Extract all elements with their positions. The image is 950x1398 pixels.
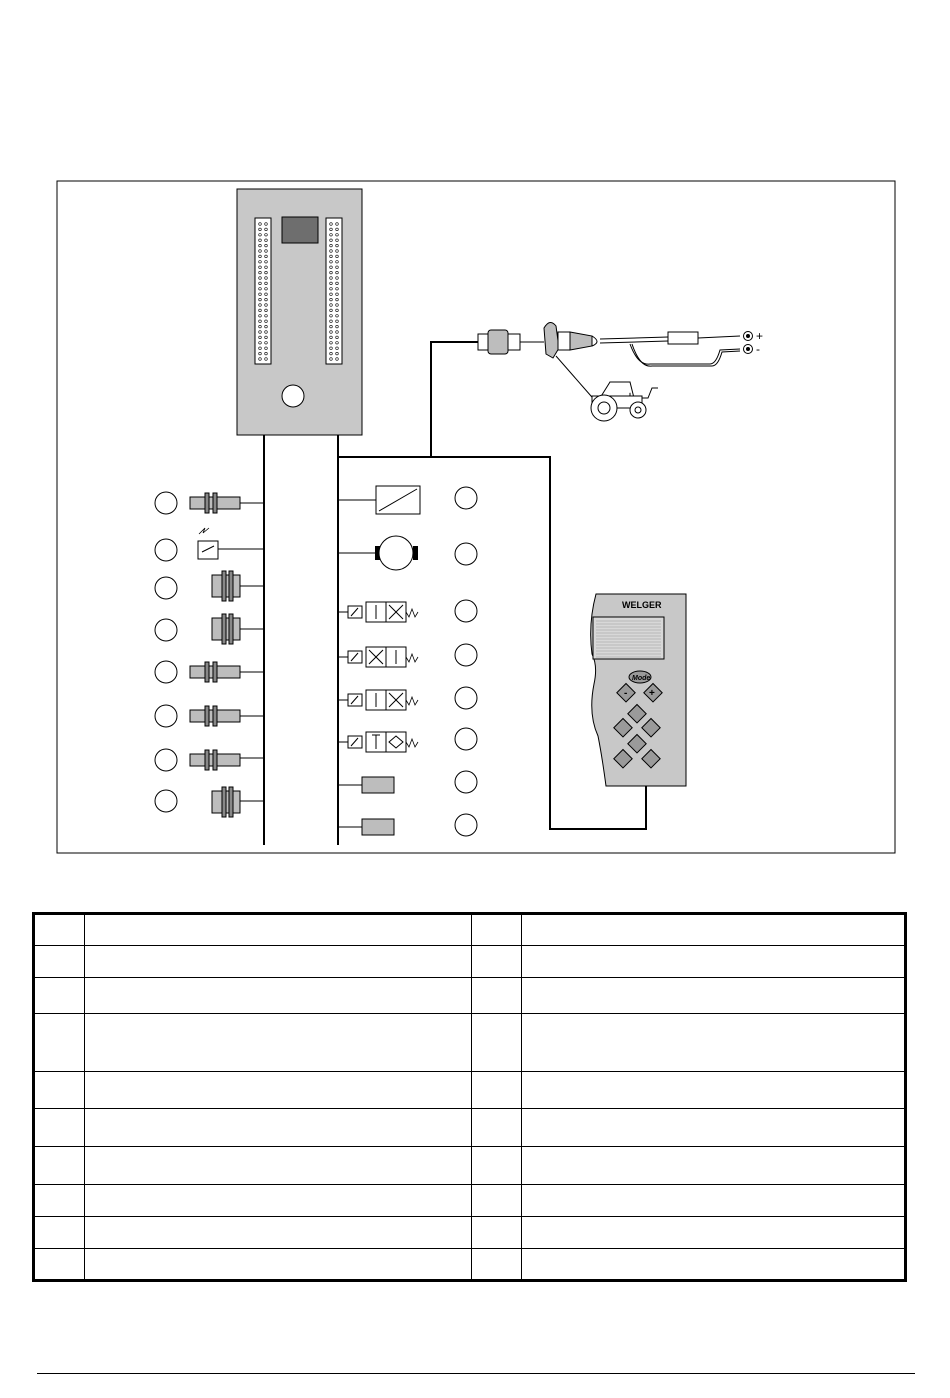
ref-circle-left-3: [155, 577, 177, 599]
control-unit: [237, 189, 362, 435]
page-footer-rule: [37, 1373, 915, 1374]
legend-right-number: [472, 1109, 522, 1147]
legend-left-number: [34, 1147, 85, 1185]
right-actuator-column: [338, 486, 477, 836]
legend-left-description: [85, 978, 472, 1014]
legend-right-description: [522, 1147, 906, 1185]
handset-terminal: [591, 594, 686, 786]
ref-circle-left-2: [155, 539, 177, 561]
ref-circle-right-1: [455, 487, 477, 509]
legend-left-number: [34, 1072, 85, 1109]
sensor-large-4: [212, 614, 264, 644]
ref-circle-right-2: [455, 543, 477, 565]
ref-circle-left-1: [155, 492, 177, 514]
legend-right-number: [472, 946, 522, 978]
legend-left-description: [85, 1217, 472, 1249]
power-plus-label: +: [756, 329, 764, 343]
actuator-7: [338, 777, 394, 793]
valve-6: [338, 732, 418, 752]
motor: [338, 536, 418, 570]
ref-circle-left-7: [155, 749, 177, 771]
legend-left-description: [85, 1185, 472, 1217]
legend-left-number: [34, 1014, 85, 1072]
connector-left: [255, 218, 271, 364]
ref-circle-right-7: [455, 771, 477, 793]
legend-left-description: [85, 1147, 472, 1185]
battery-terminal-plus: [744, 329, 764, 343]
minus-button-label: -: [624, 688, 628, 699]
control-unit-display: [282, 217, 318, 243]
ref-circle-right-6: [455, 728, 477, 750]
valve-5: [338, 690, 418, 710]
legend-right-description: [522, 946, 906, 978]
legend-table: [32, 912, 907, 1282]
ref-circle-right-3: [455, 600, 477, 622]
ref-circle-left-4: [155, 619, 177, 641]
legend-right-number: [472, 1072, 522, 1109]
plug-connector: [478, 330, 544, 354]
legend-row: [34, 914, 906, 946]
legend-right-number: [472, 978, 522, 1014]
ref-circle-right-4: [455, 644, 477, 666]
legend-row: [34, 1147, 906, 1185]
legend-right-description: [522, 1249, 906, 1281]
legend-row: [34, 1109, 906, 1147]
legend-right-number: [472, 1217, 522, 1249]
mode-button-label: Mode: [632, 675, 651, 682]
valve-4: [338, 647, 418, 667]
legend-left-number: [34, 1185, 85, 1217]
sensor-large-3: [212, 571, 264, 601]
sensor-small-5: [190, 662, 264, 682]
legend-left-number: [34, 1217, 85, 1249]
legend-left-number: [34, 1249, 85, 1281]
legend-left-description: [85, 914, 472, 946]
legend-row: [34, 1249, 906, 1281]
legend-left-number: [34, 1109, 85, 1147]
legend-right-description: [522, 1014, 906, 1072]
sensor-small-1: [190, 493, 264, 513]
sensor-large-8: [212, 787, 264, 817]
legend-left-description: [85, 1249, 472, 1281]
legend-row: [34, 1072, 906, 1109]
legend-row: [34, 1217, 906, 1249]
legend-row: [34, 1014, 906, 1072]
legend-right-description: [522, 1109, 906, 1147]
ref-circle-right-5: [455, 687, 477, 709]
ref-circle-left-6: [155, 705, 177, 727]
legend-right-number: [472, 1147, 522, 1185]
left-sensor-column: [155, 492, 264, 817]
diagram-frame: [57, 181, 895, 853]
legend-right-number: [472, 1185, 522, 1217]
legend-left-number: [34, 978, 85, 1014]
plus-button-label: +: [649, 688, 655, 699]
legend-left-description: [85, 946, 472, 978]
actuator-8: [338, 819, 394, 835]
legend-left-description: [85, 1072, 472, 1109]
legend-right-description: [522, 1217, 906, 1249]
legend-right-description: [522, 978, 906, 1014]
socket-connector: [544, 322, 597, 358]
legend-left-number: [34, 914, 85, 946]
tractor-icon: [591, 382, 658, 421]
legend-right-number: [472, 914, 522, 946]
legend-right-number: [472, 1249, 522, 1281]
legend-row: [34, 946, 906, 978]
legend-left-description: [85, 1109, 472, 1147]
relay-coil: [338, 486, 420, 514]
legend-right-description: [522, 914, 906, 946]
battery-terminal-minus: [744, 342, 761, 356]
legend-right-description: [522, 1185, 906, 1217]
ref-circle-right-8: [455, 814, 477, 836]
handset-brand: WELGER: [622, 600, 662, 610]
valve-3: [338, 602, 418, 622]
sensor-small-7: [190, 750, 264, 770]
legend-right-description: [522, 1072, 906, 1109]
legend-right-number: [472, 1014, 522, 1072]
power-minus-label: -: [756, 342, 760, 356]
legend-left-number: [34, 946, 85, 978]
legend-row: [34, 1185, 906, 1217]
control-unit-reference-circle: [282, 385, 304, 407]
sensor-small-6: [190, 706, 264, 726]
legend-left-description: [85, 1014, 472, 1072]
switch-sensor: [198, 528, 264, 559]
handset-display: [593, 617, 664, 659]
ref-circle-left-5: [155, 661, 177, 683]
legend-row: [34, 978, 906, 1014]
connector-right: [326, 218, 342, 364]
ref-circle-left-8: [155, 790, 177, 812]
